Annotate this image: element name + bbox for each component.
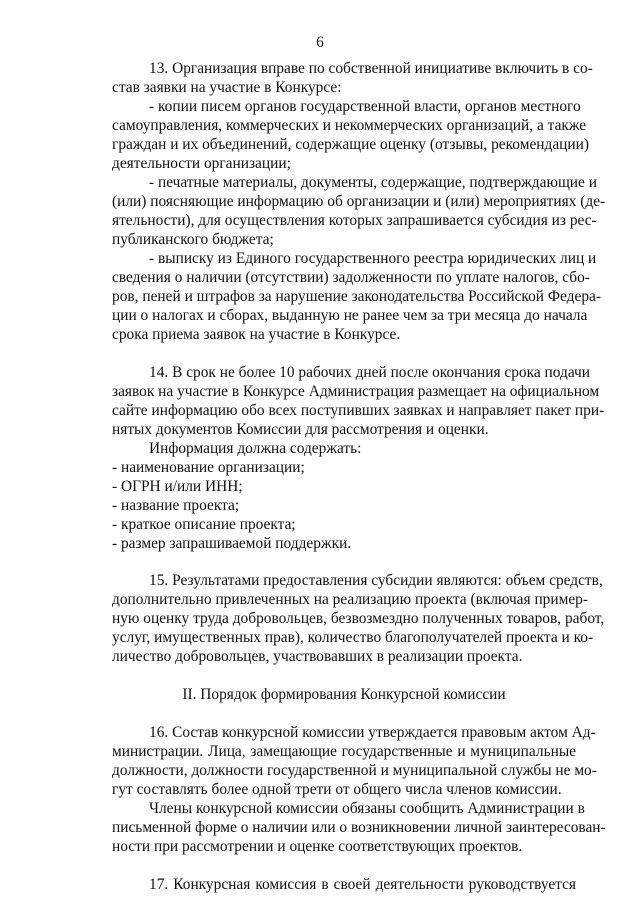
text-line: министрации. Лица, замещающие государственные и муниципальные	[112, 743, 576, 760]
text-line: ности при рассмотрении и оценке соответствующих проектов.	[112, 838, 523, 855]
text-line: услуг, имущественных прав), количество благополучателей проекта и ко-	[112, 629, 594, 646]
text-line: (или) поясняющие информацию об организации и (или) мероприятиях (де-	[112, 193, 606, 210]
text-line: став заявки на участие в Конкурсе:	[112, 79, 342, 96]
text-line: личество добровольцев, участвовавших в реализации проекта.	[112, 648, 523, 665]
text-line: - выписку из Единого государственного реестра юридических лиц и	[149, 250, 597, 267]
text-line: сведения о наличии (отсутствии) задолженности по уплате налогов, сбо-	[112, 269, 590, 286]
text-line: самоуправления, коммерческих и некоммерческих организаций, а также	[112, 117, 587, 134]
text-line: сайте информацию обо всех поступивших заявках и направляет пакет при-	[112, 402, 605, 419]
section-heading: II. Порядок формирования Конкурсной комиссии	[182, 686, 506, 703]
text-line: Члены конкурсной комиссии обязаны сообщить Администрации в	[149, 800, 585, 817]
text-line: письменной форме о наличии или о возникновении личной заинтересован-	[112, 819, 606, 836]
text-line: - наименование организации;	[112, 459, 305, 476]
text-line: публиканского бюджета;	[112, 231, 274, 248]
text-line: 14. В срок не более 10 рабочих дней после окончания срока подачи	[149, 364, 591, 381]
text-line: дополнительно привлеченных на реализацию проекта (включая пример-	[112, 591, 589, 608]
text-line: ции о налогах и сборах, выданную не ранее чем за три месяца до начала	[112, 307, 588, 324]
text-line: должности, должности государственной и муниципальной службы не мо-	[112, 762, 597, 779]
text-line: срока приема заявок на участие в Конкурсе.	[112, 326, 401, 343]
text-line: - размер запрашиваемой поддержки.	[112, 535, 352, 552]
text-line: ятельности), для осуществления которых запрашивается субсидия из рес-	[112, 212, 597, 229]
text-line: деятельности организации;	[112, 155, 291, 172]
text-line: Информация должна содержать:	[149, 440, 362, 457]
text-line: нятых документов Комиссии для рассмотрения и оценки.	[112, 421, 489, 438]
text-line: граждан и их объединений, содержащие оценку (отзывы, рекомендации)	[112, 136, 590, 153]
text-line: 15. Результатами предоставления субсидии являются: объем средств,	[149, 572, 603, 589]
text-line: 16. Состав конкурсной комиссии утверждается правовым актом Ад-	[149, 724, 596, 741]
text-line: 17. Конкурсная комиссия в своей деятельности руководствуется	[149, 876, 576, 893]
text-line: заявок на участие в Конкурсе Администрация размещает на официальном	[112, 383, 600, 400]
text-line: - печатные материалы, документы, содержащие, подтверждающие и	[149, 174, 597, 191]
text-line: ров, пеней и штрафов за нарушение законодательства Российской Федера-	[112, 288, 601, 305]
page-number: 6	[316, 34, 324, 51]
text-line: - копии писем органов государственной власти, органов местного	[149, 98, 581, 115]
text-line: - краткое описание проекта;	[112, 516, 296, 533]
text-line: 13. Организация вправе по собственной инициативе включить в со-	[149, 60, 593, 77]
text-line: гут составлять более одной трети от общего числа членов комиссии.	[112, 781, 562, 798]
text-line: - ОГРН и/или ИНН;	[112, 478, 243, 495]
text-line: - название проекта;	[112, 497, 240, 514]
text-line: ную оценку труда добровольцев, безвозмездно полученных товаров, работ,	[112, 610, 605, 627]
